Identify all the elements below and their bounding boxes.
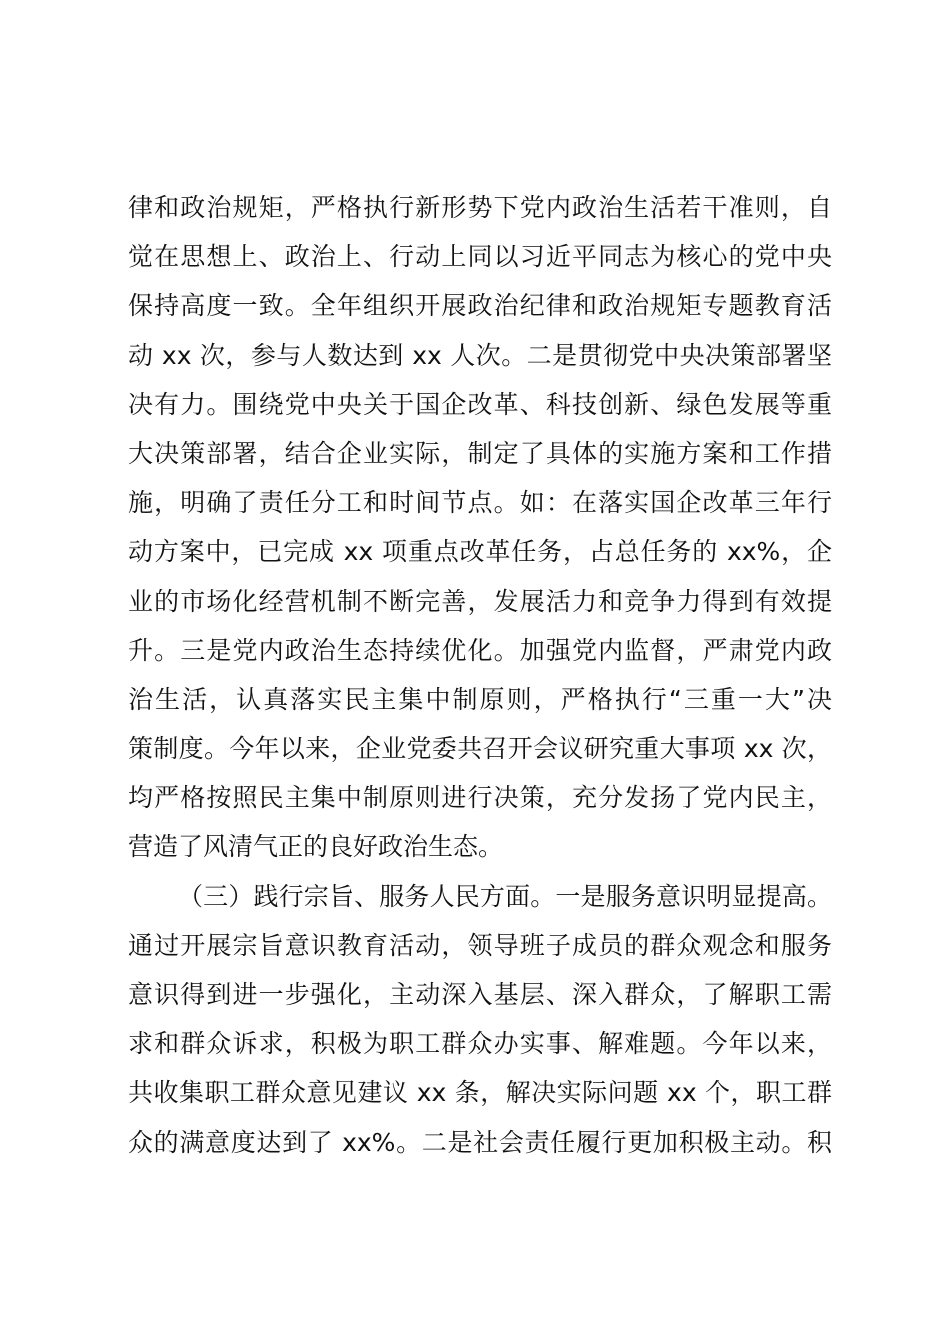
text-line: 众的满意度达到了 xx%。二是社会责任履行更加积极主动。积 <box>128 1127 832 1157</box>
text-line: 动方案中，已完成 xx 项重点改革任务，占总任务的 xx%，企 <box>128 537 832 567</box>
text-line: 治生活，认真落实民主集中制原则，严格执行“三重一大”决 <box>128 684 832 714</box>
text-line: 营造了风清气正的良好政治生态。 <box>128 832 504 862</box>
text-line: 通过开展宗旨意识教育活动，领导班子成员的群众观念和服务 <box>128 930 832 960</box>
text-line: 保持高度一致。全年组织开展政治纪律和政治规矩专题教育活 <box>128 291 832 321</box>
text-line: 动 xx 次，参与人数达到 xx 人次。二是贯彻党中央决策部署坚 <box>128 340 832 370</box>
text-line: 施，明确了责任分工和时间节点。如：在落实国企改革三年行 <box>128 488 832 518</box>
section-heading-line: （三）践行宗旨、服务人民方面。一是服务意识明显提高。 <box>178 881 832 911</box>
text-line: 律和政治规矩，严格执行新形势下党内政治生活若干准则，自 <box>128 193 832 222</box>
text-line: 升。三是党内政治生态持续优化。加强党内监督，严肃党内政 <box>128 635 832 665</box>
text-line: 觉在思想上、政治上、行动上同以习近平同志为核心的党中央 <box>128 242 832 272</box>
text-line: 共收集职工群众意见建议 xx 条，解决实际问题 xx 个，职工群 <box>128 1078 832 1108</box>
document-body <box>128 183 832 1167</box>
text-line: 均严格按照民主集中制原则进行决策，充分发扬了党内民主， <box>128 783 832 813</box>
text-line: 意识得到进一步强化，主动深入基层、深入群众，了解职工需 <box>128 980 832 1009</box>
text-line: 求和群众诉求，积极为职工群众办实事、解难题。今年以来， <box>128 1029 832 1059</box>
text-line: 决有力。围绕党中央关于国企改革、科技创新、绿色发展等重 <box>128 389 832 419</box>
text-line: 大决策部署，结合企业实际，制定了具体的实施方案和工作措 <box>128 438 832 468</box>
text-line: 业的市场化经营机制不断完善，发展活力和竞争力得到有效提 <box>128 586 832 616</box>
text-line: 策制度。今年以来，企业党委共召开会议研究重大事项 xx 次， <box>128 734 832 764</box>
